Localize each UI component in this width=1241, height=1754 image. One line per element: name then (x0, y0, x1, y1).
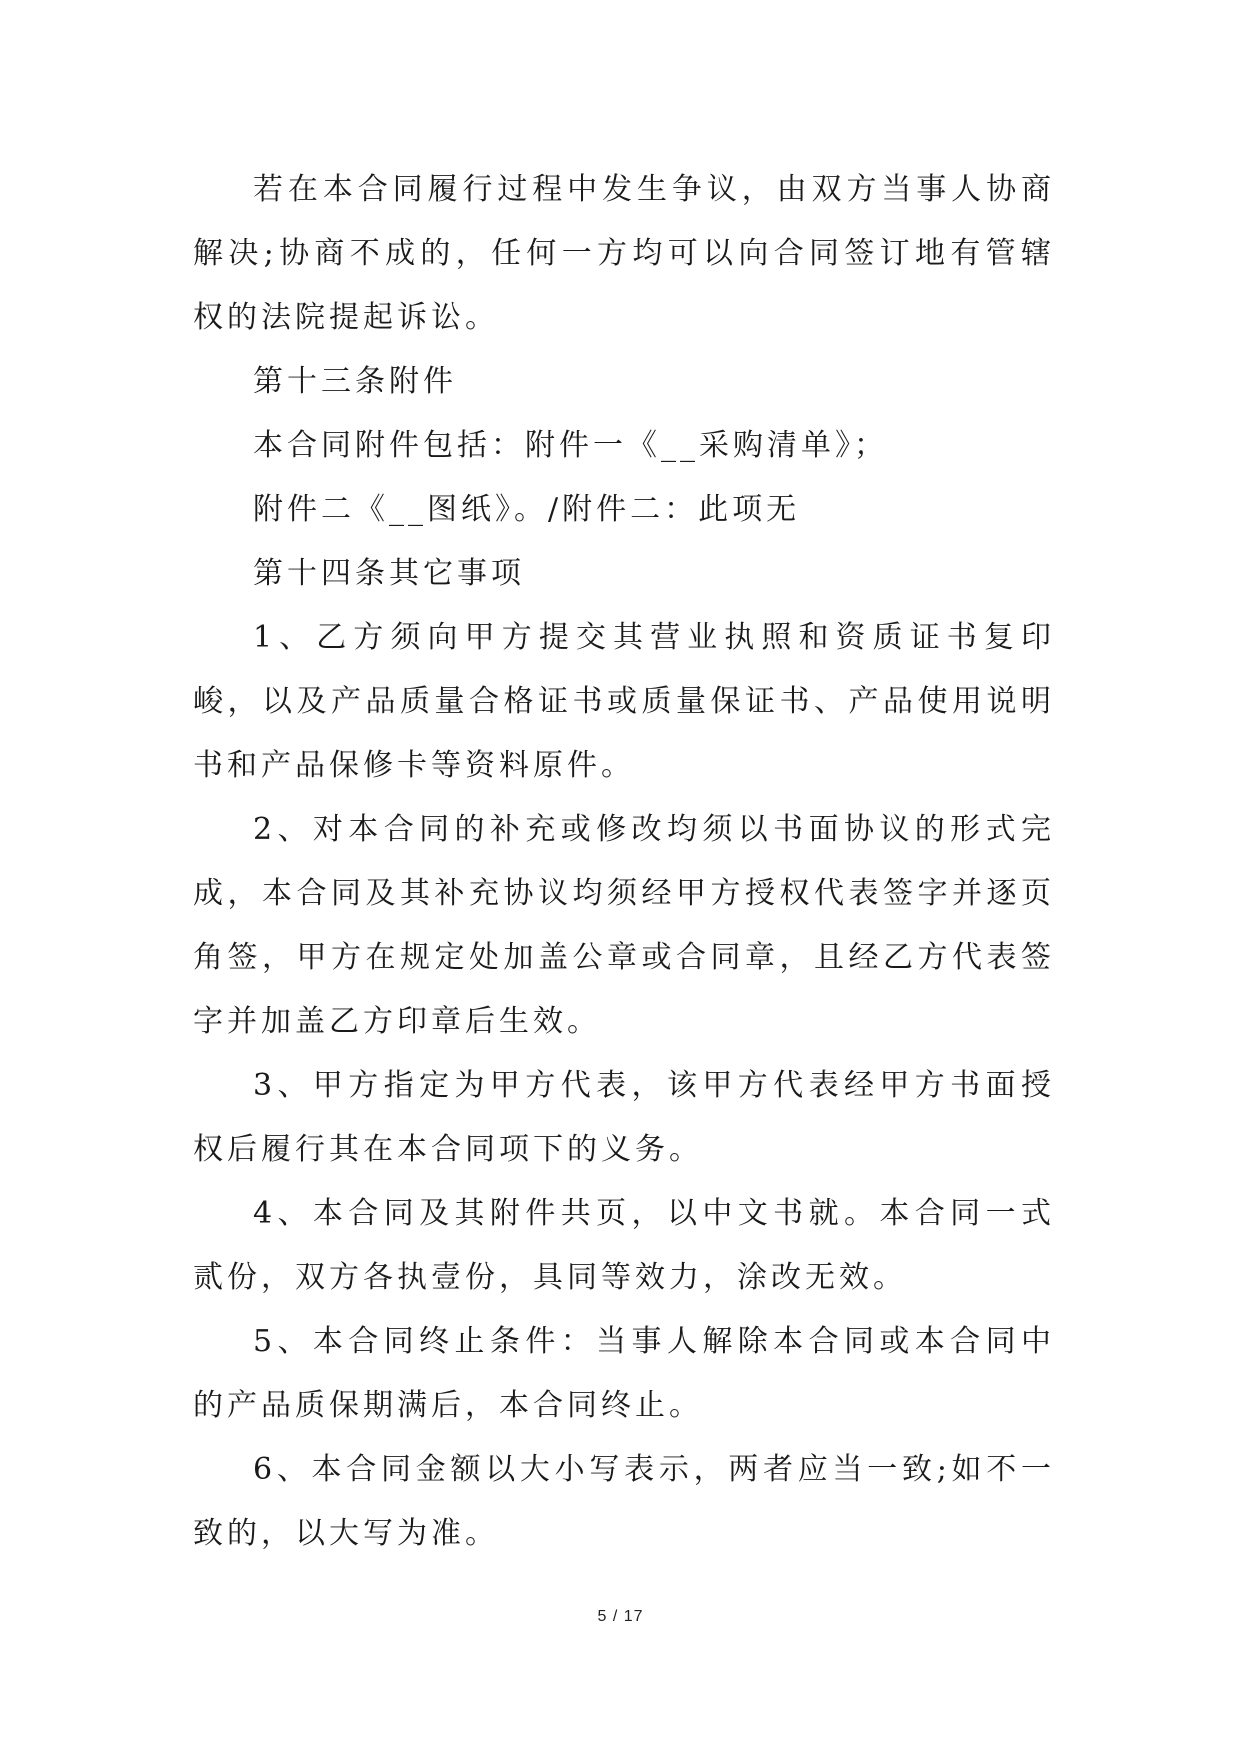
paragraph-item-3: 3、甲方指定为甲方代表，该甲方代表经甲方书面授权后履行其在本合同项下的义务。 (193, 1068, 1055, 1167)
heading-article-14-other-matters: 第十四条其它事项 (253, 556, 525, 591)
paragraph-item-5: 5、本合同终止条件：当事人解除本合同或本合同中的产品质保期满后，本合同终止。 (193, 1324, 1055, 1423)
paragraph-attachment-two: 附件二《__图纸》。/附件二：此项无 (253, 492, 801, 527)
paragraph-item-4: 4、本合同及其附件共页，以中文书就。本合同一式贰份，双方各执壹份，具同等效力，涂改无效。 (193, 1196, 1055, 1295)
heading-article-13-attachments: 第十三条附件 (253, 364, 457, 399)
paragraph-item-6: 6、本合同金额以大小写表示，两者应当一致;如不一致的，以大写为准。 (193, 1452, 1055, 1551)
paragraph-dispute-resolution: 若在本合同履行过程中发生争议，由双方当事人协商解决;协商不成的，任何一方均可以向合同签订地有管辖权的法院提起诉讼。 (193, 172, 1055, 335)
page-number: 5 / 17 (597, 1608, 644, 1625)
document-body (193, 158, 1055, 1566)
paragraph-attachments-list: 本合同附件包括：附件一《__采购清单》； (253, 428, 888, 463)
paragraph-item-2: 2、对本合同的补充或修改均须以书面协议的形式完成，本合同及其补充协议均须经甲方授权代表签字并逐页角签，甲方在规定处加盖公章或合同章，且经乙方代表签字并加盖乙方印章后生效。 (193, 812, 1055, 1039)
paragraph-item-1: 1、乙方须向甲方提交其营业执照和资质证书复印峻，以及产品质量合格证书或质量保证书、产品使用说明书和产品保修卡等资料原件。 (193, 620, 1055, 783)
